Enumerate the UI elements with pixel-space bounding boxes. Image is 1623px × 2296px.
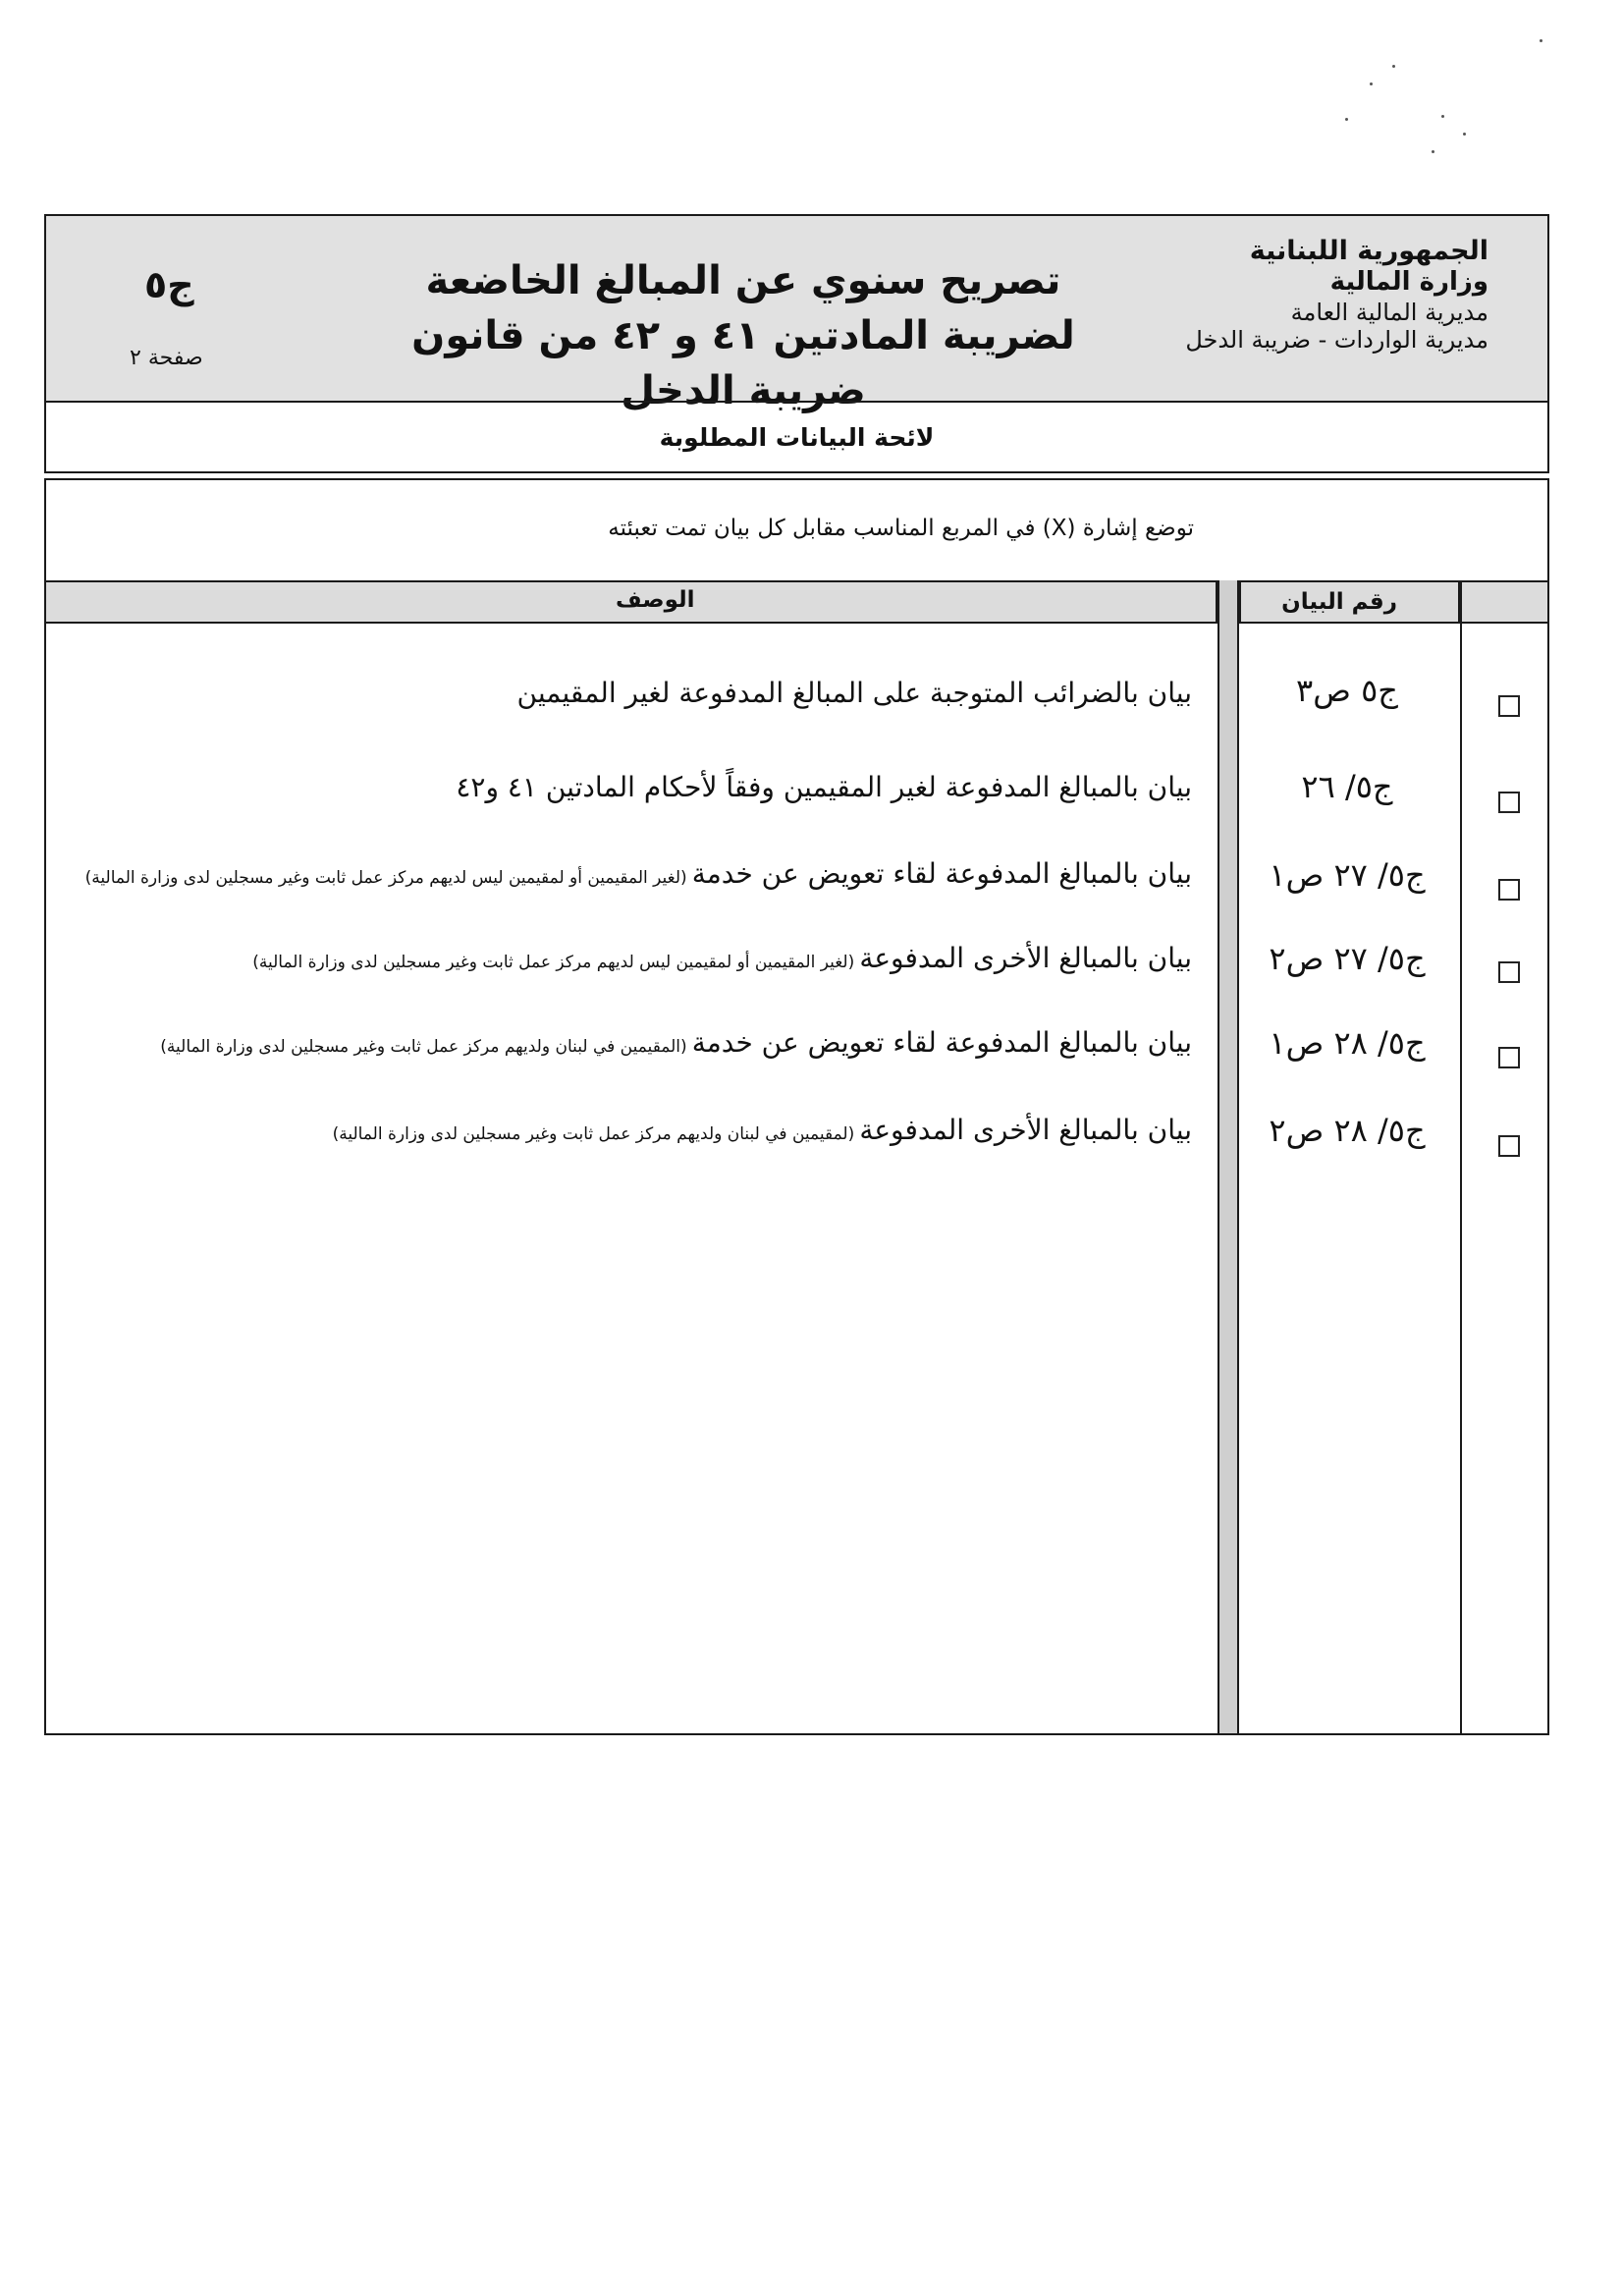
- row-checkbox[interactable]: [1498, 792, 1520, 813]
- row-description-text: بيان بالضرائب المتوجبة على المبالغ المدفوعة لغير المقيمين: [516, 677, 1192, 709]
- column-header-number: [1239, 580, 1460, 624]
- row-description: [160, 1026, 1192, 1059]
- row-number: ج٥/ ٢٧ ص١: [1269, 856, 1426, 894]
- scan-speck: [1540, 39, 1542, 42]
- row-description-text: بيان بالمبالغ المدفوعة لغير المقيمين وفقاً لأحكام المادتين ٤١ و٤٢: [456, 771, 1192, 803]
- scan-speck: [1345, 118, 1348, 121]
- page-number: صفحة ٢: [130, 346, 203, 370]
- column-header-checkbox: [1460, 580, 1547, 624]
- row-number: ج٥/ ٢٦: [1301, 768, 1393, 805]
- scan-speck: [1370, 82, 1373, 85]
- column-header-description-label: الوصف: [616, 587, 695, 613]
- republic-name: الجمهورية اللبنانية: [1249, 236, 1488, 266]
- directorate-name: مديرية المالية العامة: [1290, 298, 1488, 326]
- row-checkbox[interactable]: [1498, 1135, 1520, 1157]
- row-description: [85, 857, 1192, 890]
- row-description-note: (لغير المقيمين أو لمقيمين ليس لديهم مركز عمل ثابت وغير مسجلين لدى وزارة المالية): [252, 953, 855, 972]
- row-description-text: بيان بالمبالغ الأخرى المدفوعة: [859, 942, 1192, 974]
- row-number: ج٥ ص٣: [1296, 672, 1398, 709]
- column-header-number-label: رقم البيان: [1281, 589, 1397, 615]
- form-title-line2: لضريبة المادتين ٤١ و ٤٢ من قانون ضريبة الدخل: [411, 313, 1075, 413]
- list-title-bar: [44, 401, 1549, 473]
- row-number: ج٥/ ٢٨ ص١: [1269, 1024, 1426, 1062]
- row-description: [333, 1114, 1192, 1146]
- row-description: [456, 771, 1192, 803]
- list-title: لائحة البيانات المطلوبة: [659, 422, 935, 452]
- form-code: ج٥: [144, 263, 194, 306]
- scan-speck: [1463, 133, 1466, 136]
- instruction-text: توضع إشارة (X) في المربع المناسب مقابل كل بيان تمت تعبئته: [608, 516, 1194, 541]
- row-description-note: (المقيمين في لبنان ولديهم مركز عمل ثابت وغير مسجلين لدى وزارة المالية): [160, 1037, 687, 1057]
- column-header-description: [46, 580, 1217, 624]
- scan-speck: [1392, 65, 1395, 68]
- row-number: ج٥/ ٢٨ ص٢: [1269, 1112, 1426, 1149]
- row-description: [517, 677, 1192, 709]
- row-description-note: (لغير المقيمين أو لمقيمين ليس لديهم مركز عمل ثابت وغير مسجلين لدى وزارة المالية): [84, 868, 687, 888]
- row-checkbox[interactable]: [1498, 879, 1520, 901]
- row-description: [252, 942, 1192, 974]
- row-checkbox[interactable]: [1498, 961, 1520, 983]
- scan-speck: [1432, 150, 1434, 153]
- row-description-text: بيان بالمبالغ الأخرى المدفوعة: [859, 1114, 1192, 1146]
- row-description-text: بيان بالمبالغ المدفوعة لقاء تعويض عن خدمة: [691, 857, 1192, 890]
- column-divider: [1460, 580, 1462, 1733]
- form-title: [351, 253, 1136, 418]
- row-description-text: بيان بالمبالغ المدفوعة لقاء تعويض عن خدمة: [691, 1026, 1192, 1059]
- scan-speck: [1441, 115, 1444, 118]
- row-checkbox[interactable]: [1498, 695, 1520, 717]
- issuer-block: [1185, 236, 1488, 355]
- row-number: ج٥/ ٢٧ ص٢: [1269, 940, 1426, 977]
- row-description-note: (لمقيمين في لبنان ولديهم مركز عمل ثابت وغير مسجلين لدى وزارة المالية): [332, 1124, 855, 1144]
- statements-table: [44, 478, 1549, 1735]
- ministry-name: وزارة المالية: [1329, 267, 1488, 298]
- form-header: [44, 214, 1549, 413]
- department-name: مديرية الواردات - ضريبة الدخل: [1185, 326, 1488, 355]
- column-separator-strip: [1217, 580, 1239, 1733]
- form-title-line1: تصريح سنوي عن المبالغ الخاضعة: [425, 258, 1061, 303]
- row-checkbox[interactable]: [1498, 1047, 1520, 1068]
